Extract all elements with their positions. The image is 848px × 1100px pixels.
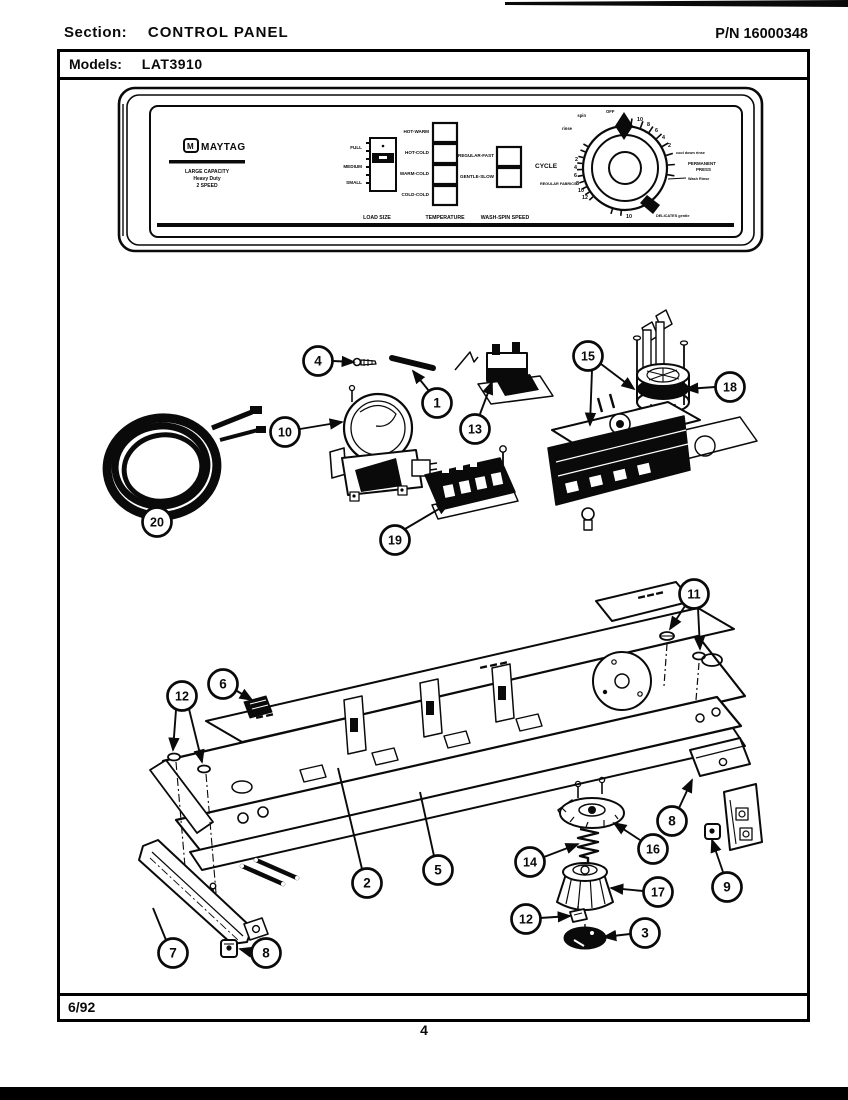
dial-num-l1: 2 <box>575 157 578 163</box>
svg-text:10: 10 <box>278 425 292 440</box>
temp-option-4: COLD-COLD <box>401 192 429 197</box>
part-9-clip <box>705 824 720 839</box>
callout-12 <box>168 682 203 763</box>
dial-num-l4: 8 <box>576 181 579 187</box>
temp-button-1[interactable] <box>433 123 457 142</box>
svg-text:4: 4 <box>314 353 322 369</box>
dial-knob[interactable] <box>592 135 658 201</box>
dial-word-spin: spin <box>577 113 586 118</box>
cycle-label: CYCLE <box>535 163 558 170</box>
load-size-control <box>343 138 396 221</box>
control-panel-illustration <box>119 88 762 251</box>
dial-bottom-label: DELICATES gentle <box>656 214 690 218</box>
part-3-cap <box>564 924 606 949</box>
dial-right-label-3: PRESS <box>696 167 711 172</box>
temperature-section-label: TEMPERATURE <box>425 215 465 221</box>
dial-right-label-4: Wash Rinse <box>688 177 710 181</box>
models-label: Models: <box>69 56 122 72</box>
svg-text:11: 11 <box>687 587 701 602</box>
part-20-wire-harness <box>101 406 266 523</box>
svg-text:13: 13 <box>468 422 482 437</box>
load-size-option-full: FULL <box>350 145 362 150</box>
callout-18 <box>686 373 745 402</box>
load-size-section-label: LOAD SIZE <box>363 215 391 221</box>
dial-word-rinse: rinse <box>561 126 572 131</box>
callout-10 <box>271 418 343 447</box>
svg-text:8: 8 <box>262 945 270 961</box>
svg-text:5: 5 <box>434 862 442 878</box>
section-label: Section: <box>64 24 128 41</box>
speed-option-2: GENTLE-SLOW <box>460 174 494 179</box>
callout-6 <box>209 670 253 701</box>
dial-num-l3: 6 <box>574 173 577 179</box>
support-links <box>240 858 299 886</box>
capacity-line-2: Heavy Duty <box>193 176 221 182</box>
temp-button-3[interactable] <box>433 165 457 184</box>
brand-name: MAYTAG <box>201 142 246 153</box>
timer-dial <box>535 109 716 220</box>
dial-num-l6: 12 <box>582 195 588 201</box>
dial-num-r5: 2 <box>668 143 671 149</box>
part-17-knob <box>557 863 613 910</box>
cycle-sub-label: REGULAR FABRICS <box>540 182 577 186</box>
svg-text:16: 16 <box>646 842 660 857</box>
dial-num-r2: 8 <box>647 122 650 128</box>
capacity-line-1: LARGE CAPACITY <box>184 169 230 175</box>
callout-8 <box>658 780 693 836</box>
dial-num-r1: 10 <box>637 117 643 123</box>
svg-text:17: 17 <box>651 885 665 900</box>
speed-section-label: WASH-SPIN SPEED <box>480 215 530 221</box>
page-number: 4 <box>420 1022 428 1038</box>
dial-num-r3: 6 <box>655 128 658 134</box>
section-title: CONTROL PANEL <box>147 24 289 41</box>
lower-right-bracket <box>724 784 762 850</box>
svg-text:20: 20 <box>150 515 164 530</box>
revision-date: 6/92 <box>68 999 96 1015</box>
callout-17 <box>611 878 673 907</box>
svg-text:3: 3 <box>641 925 649 941</box>
svg-text:7: 7 <box>169 945 177 961</box>
temp-option-2: HOT-COLD <box>405 150 429 155</box>
temp-option-1: HOT-WARM <box>403 129 429 134</box>
svg-text:8: 8 <box>668 813 676 829</box>
dial-right-label-1: cool down rinse <box>676 151 705 155</box>
part-14-spring <box>578 829 598 866</box>
brand-logo <box>169 139 246 189</box>
speed-button-1[interactable] <box>497 147 521 166</box>
svg-text:6: 6 <box>219 676 227 692</box>
svg-text:2: 2 <box>363 875 371 891</box>
svg-text:9: 9 <box>723 879 731 895</box>
dial-off-label: OFF <box>606 109 615 114</box>
scan-top-line <box>505 0 848 7</box>
temp-button-4[interactable] <box>433 186 457 205</box>
part-15-timer <box>548 394 700 530</box>
svg-text:14: 14 <box>523 855 537 870</box>
svg-text:15: 15 <box>581 349 595 364</box>
part-number: P/N 16000348 <box>715 26 808 42</box>
capacity-line-3: 2 SPEED <box>196 183 218 189</box>
dial-num-bottom: 10 <box>626 214 632 220</box>
part-13-switch <box>455 342 553 404</box>
dial-num-l5: 10 <box>578 188 584 194</box>
callout-7 <box>153 908 188 968</box>
dial-num-l2: 4 <box>574 165 577 171</box>
temp-button-2[interactable] <box>433 144 457 163</box>
part-1-pin <box>392 358 433 368</box>
callout-20 <box>143 508 172 537</box>
svg-text:12: 12 <box>519 912 533 927</box>
load-size-option-medium: MEDIUM <box>343 164 362 169</box>
dial-right-label-2: PERMANENT <box>688 161 716 166</box>
speed-option-1: REGULAR-FAST <box>458 153 494 158</box>
models-value: LAT3910 <box>141 56 203 72</box>
svg-text:1: 1 <box>433 395 441 411</box>
svg-text:18: 18 <box>723 380 737 395</box>
callout-1 <box>413 371 452 418</box>
callout-3 <box>604 919 660 948</box>
temp-option-3: WARM-COLD <box>399 171 429 176</box>
dial-num-r4: 4 <box>662 135 665 141</box>
svg-text:12: 12 <box>175 689 189 704</box>
part-8-clip-left <box>221 940 237 957</box>
temperature-control <box>400 123 465 221</box>
part-10-water-level-switch <box>330 386 437 502</box>
part-4-screw <box>354 359 377 367</box>
speed-button-2[interactable] <box>497 168 521 187</box>
callout-12 <box>512 905 571 934</box>
load-size-option-small: SMALL <box>346 180 362 185</box>
svg-text:19: 19 <box>388 533 402 548</box>
callout-4 <box>304 347 355 376</box>
speed-control <box>458 147 529 221</box>
logo-letter: M <box>187 142 194 151</box>
